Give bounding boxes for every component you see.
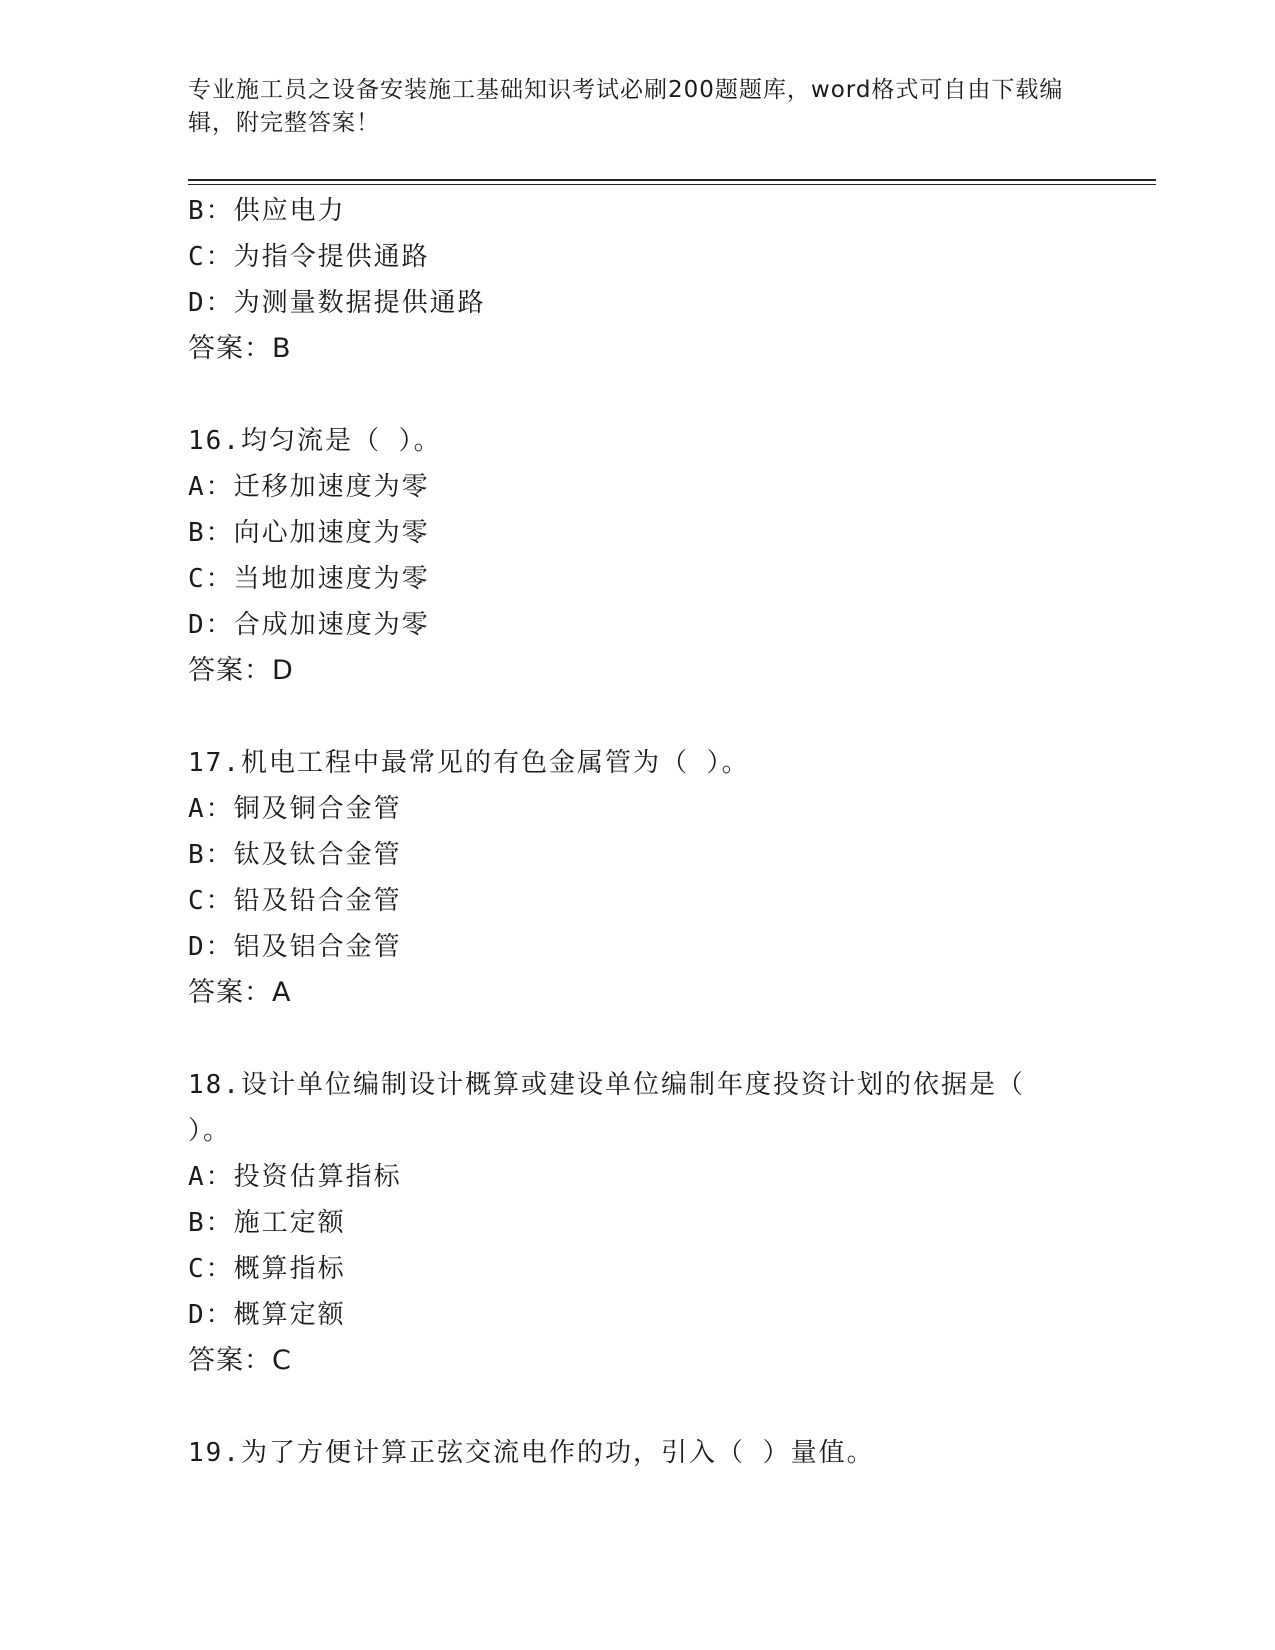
spacer — [188, 372, 1088, 418]
page-header — [188, 74, 1068, 140]
question-stem: 19.为了方便计算正弦交流电作的功，引入（ ）量值。 — [188, 1438, 875, 1468]
answer-line: 答案：B — [188, 333, 292, 364]
option-c: C：概算指标 — [188, 1254, 346, 1284]
question-stem: 18.设计单位编制设计概算或建设单位编制年度投资计划的依据是（ ）。 — [188, 1070, 1025, 1146]
answer-line: 答案：C — [188, 1345, 292, 1376]
spacer — [188, 1016, 1088, 1062]
option-b: B：施工定额 — [188, 1208, 346, 1238]
question-block-19 — [188, 1430, 1088, 1476]
option-c: C：铅及铅合金管 — [188, 886, 402, 916]
spacer — [188, 694, 1088, 740]
question-block-partial — [188, 188, 1088, 372]
option-d: D：合成加速度为零 — [188, 610, 430, 640]
option-b: B：供应电力 — [188, 196, 346, 226]
header-rule-thick — [188, 179, 1156, 181]
option-d: D：为测量数据提供通路 — [188, 288, 486, 318]
option-b: B：钛及钛合金管 — [188, 840, 402, 870]
question-block-18 — [188, 1062, 1088, 1384]
question-stem: 17.机电工程中最常见的有色金属管为（ ）。 — [188, 748, 750, 778]
header-rule-thin — [188, 184, 1156, 185]
option-a: A：投资估算指标 — [188, 1162, 402, 1192]
option-c: C：为指令提供通路 — [188, 242, 430, 272]
answer-line: 答案：A — [188, 977, 292, 1008]
header-text: 专业施工员之设备安装施工基础知识考试必刷200题题库，word格式可自由下载编辑，附完整答案！ — [188, 77, 1064, 136]
question-list — [188, 188, 1088, 1476]
option-c: C：当地加速度为零 — [188, 564, 430, 594]
question-block-17 — [188, 740, 1088, 1016]
question-stem: 16.均匀流是（ ）。 — [188, 426, 442, 456]
answer-line: 答案：D — [188, 655, 294, 686]
option-d: D：概算定额 — [188, 1300, 346, 1330]
question-block-16 — [188, 418, 1088, 694]
spacer — [188, 1384, 1088, 1430]
option-b: B：向心加速度为零 — [188, 518, 430, 548]
option-d: D：铝及铝合金管 — [188, 932, 402, 962]
option-a: A：迁移加速度为零 — [188, 472, 430, 502]
option-a: A：铜及铜合金管 — [188, 794, 402, 824]
